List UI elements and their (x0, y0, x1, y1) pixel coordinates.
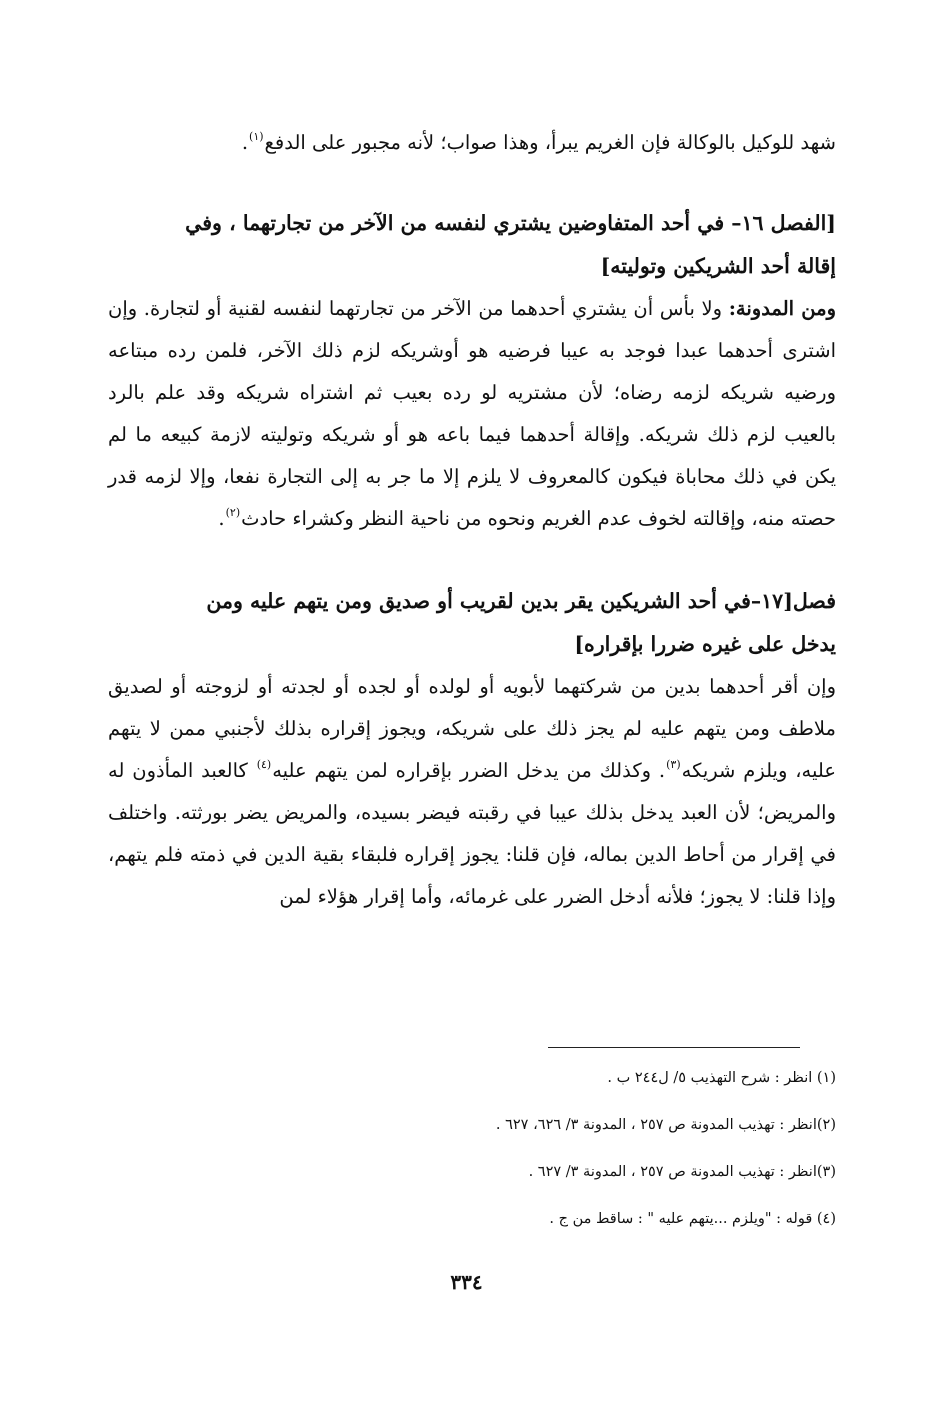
section-16-lead: ومن المدونة: (728, 297, 836, 320)
footnote-4: (٤) قوله : "ويلزم ...يتهم عليه " : ساقط من ج . (549, 1211, 836, 1227)
section-17-heading-line-1: فصل[١٧–في أحد الشريكين يقر بدين لقريب أو صديق ومن يتهم عليه ومن (206, 589, 836, 613)
main-text (108, 122, 836, 918)
footnote-3: (٣)انظر : تهذيب المدونة ص ٢٥٧ ، المدونة ٣/ ٦٢٧ . (528, 1164, 836, 1180)
footnote-1: (١) انظر : شرح التهذيب ٥/ ل٢٤٤ ب . (607, 1070, 836, 1086)
section-16-paragraph (108, 288, 836, 540)
footnote-ref-3: (٣) (666, 758, 681, 771)
section-16-heading-line-1: [الفصل ١٦– في أحد المتفاوضين يشتري لنفسه من الآخر من تجارتهما ، وفي (185, 211, 836, 235)
page-number: ٣٣٤ (450, 1270, 483, 1294)
section-17-body-3: كالعبد المأذون له والمريض؛ لأن العبد يدخل بذلك عيبا في رقبته فيضر بسيده، والمريض يضر بورثته. واختلف في إقرار من أحاط الدين بماله، فإن قلنا: يجوز إقراره فلبقاء بقية الدين في ذمته فلم يتهم، وإذا قلنا: لا يجوز؛ فلأنه أدخل الضرر على غرمائه، وأما إقرار هؤلاء لمن (108, 759, 836, 908)
footnote-ref-4: (٤) (256, 758, 272, 771)
footnote-ref-2: (٢) (225, 506, 241, 519)
footnote-2: (٢)انظر : تهذيب المدونة ص ٢٥٧ ، المدونة ٣/ ٦٢٦، ٦٢٧ . (495, 1117, 836, 1133)
section-17-body-2: . وكذلك من يدخل الضرر بإقراره لمن يتهم عليه (272, 759, 666, 782)
footnote-ref-1: (١) (249, 130, 264, 143)
section-16-end: . (218, 507, 225, 530)
opening-paragraph (108, 122, 836, 164)
footnotes (300, 1060, 836, 1248)
section-17-heading-line-2: يدخل على غيره ضررا بإقراره] (574, 632, 836, 656)
footnote-divider (548, 1047, 800, 1048)
section-17-paragraph (108, 666, 836, 918)
opening-text: شهد للوكيل بالوكالة فإن الغريم يبرأ، وهذا صواب؛ لأنه مجبور على الدفع (264, 131, 836, 154)
section-16-body: ولا بأس أن يشتري أحدهما من الآخر من تجارتهما لنفسه لقنية أو لتجارة. وإن اشترى أحدهما عبدا فوجد به عيبا فرضيه هو أوشريكه لزم ذلك الآخر، فلمن رده مبتاعه ورضيه شريكه لزمه رضاه؛ لأن مشتريه لو رده بعيب ثم اشتراه شريكه وقد علم بالرد بالعيب لزم ذلك شريكه. وإقالة أحدهما فيما باعه هو أو شريكه وتوليته لازمة كبيعه ما لم يكن في ذلك محاباة فيكون كالمعروف لا يلزم إلا ما جر به إلى التجارة نفعا، وإلا لزمه قدر حصته منه، وإقالته لخوف عدم الغريم ونحوه من ناحية النظر وكشراء حادث (108, 297, 836, 530)
section-17-body-1: وإن أقر أحدهما بدين من شركتهما لأبويه أو لولده أو لجده أو لجدته أو لزوجته أو لصديق ملاطف ومن يتهم عليه لم يجز ذلك على شريكه، ويجوز إقراره بذلك لأجنبي ممن لا يتهم عليه، ويلزم شريكه (108, 675, 836, 782)
section-16-heading-line-2: إقالة أحد الشريكين وتوليته] (600, 254, 836, 278)
opening-end: . (241, 131, 249, 154)
